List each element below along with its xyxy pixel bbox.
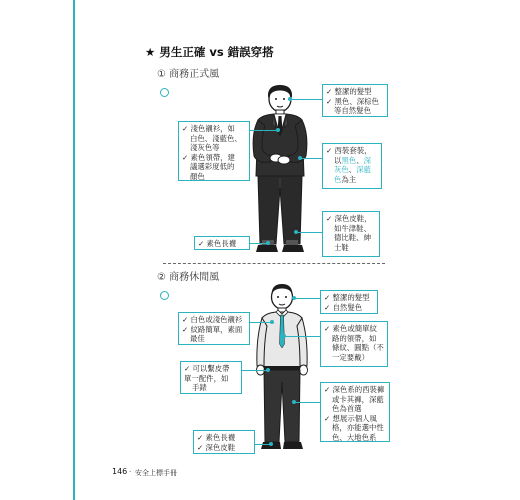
note-casual-shirt: ✓ 白色或淺色襯衫 ✓ 紋路簡單，素面 最佳 xyxy=(178,312,250,345)
note-casual-tie: ✓ 素色或簡單紋 路的領帶，如 條紋、圓點（不 一定要戴） xyxy=(320,321,388,367)
note-formal-shoes: ✓ 深色皮鞋， 如牛津鞋、 德比鞋、紳 士鞋 xyxy=(322,211,380,257)
connector-dot xyxy=(282,334,286,338)
connector-dot xyxy=(269,442,273,446)
left-accent-bar xyxy=(73,0,75,500)
section-1-heading: ① 商務正式風 xyxy=(157,69,220,80)
note-casual-pants: ✓ 深色系的西裝褲 或卡其褲，深藍 色為首選 ✓ 想展示個人風 格，亦能選中性 色、大地色系 xyxy=(320,382,390,442)
connector-formal-hair xyxy=(290,99,322,100)
section-2-marker-icon xyxy=(160,291,169,300)
connector-casual-belt xyxy=(242,370,268,371)
connector-dot xyxy=(292,296,296,300)
connector-dot xyxy=(270,320,274,324)
note-formal-shirt: ✓ 淺色襯衫，如 白色、淺藍色、 淺灰色等 ✓ 素色領帶，建 議選彩度低的 顏色 xyxy=(178,121,250,181)
note-formal-socks: ✓ 素色長襪 xyxy=(194,236,250,250)
section-divider xyxy=(163,263,385,264)
note-formal-hair: ✓ 整潔的髮型 ✓ 黑色、深棕色 等自然髮色 xyxy=(322,84,388,117)
connector-dot xyxy=(276,128,280,132)
section-2-heading: ② 商務休閒風 xyxy=(157,272,220,283)
note-casual-hair: ✓ 整潔的髮型 ✓ 自然髮色 xyxy=(320,290,378,314)
note-casual-belt: ✓ 可以繫皮帶 單一配件，如 手錶 xyxy=(180,361,242,394)
connector-dot xyxy=(266,368,270,372)
connector-dot xyxy=(266,241,270,245)
footer-dot: · xyxy=(129,468,132,476)
connector-formal-suit xyxy=(300,158,322,159)
connector-dot xyxy=(288,97,292,101)
connector-casual-hair xyxy=(294,298,320,299)
note-formal-suit: ✓ 西裝套裝， 以黑色、深 灰色、深藍 色為主 xyxy=(322,143,382,189)
connector-dot xyxy=(292,400,296,404)
section-1-marker-icon xyxy=(160,88,169,97)
connector-casual-shirt xyxy=(250,322,272,323)
footer-text: 安全上標手冊 xyxy=(135,469,177,477)
business-casual-figure xyxy=(250,282,314,454)
note-casual-socks-shoes: ✓ 素色長襪 ✓ 深色皮鞋 xyxy=(193,430,255,454)
connector-formal-shirt xyxy=(250,130,278,131)
page-title: ★ 男生正確 vs 錯誤穿搭 xyxy=(145,45,274,59)
connector-dot xyxy=(294,230,298,234)
connector-dot xyxy=(298,156,302,160)
connector-formal-shoes xyxy=(296,232,322,233)
connector-casual-pants xyxy=(294,402,320,403)
page-number: 146 xyxy=(112,467,128,476)
formal-suit-figure xyxy=(240,84,320,256)
connector-casual-tie xyxy=(284,336,320,337)
